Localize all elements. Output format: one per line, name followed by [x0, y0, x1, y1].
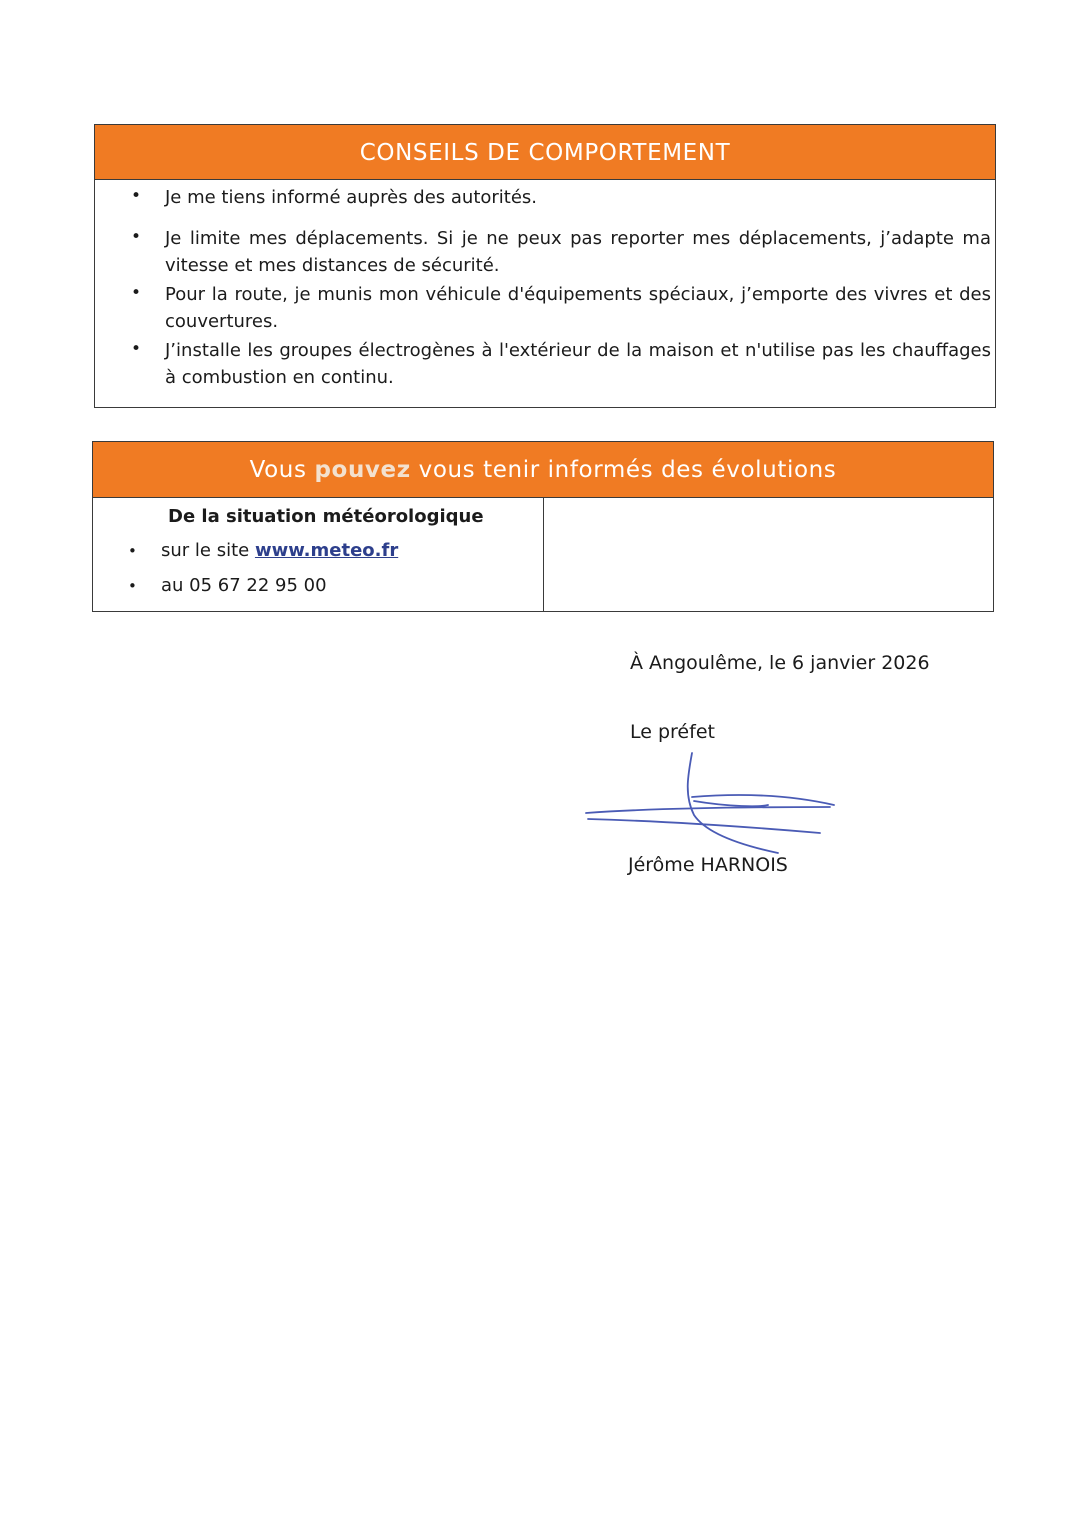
advice-text: J’installe les groupes électrogènes à l'extérieur de la maison et n'utilise pas les chauffages à combustion en continu.: [165, 340, 991, 388]
place-date: À Angoulême, le 6 janvier 2026: [630, 652, 930, 674]
phone-line: au 05 67 22 95 00: [161, 575, 327, 596]
behavior-advice-box: [94, 124, 996, 408]
title-part-2: vous tenir informés des évolutions: [410, 457, 837, 483]
signer-name: Jérôme HARNOIS: [628, 854, 788, 876]
advice-text: Je limite mes déplacements. Si je ne peux pas reporter mes déplacements, j’adapte ma vitesse et mes distances de sécurité.: [165, 228, 991, 276]
title-part-1: Vous: [249, 457, 315, 483]
signer-role: Le préfet: [630, 721, 715, 743]
bullet-icon: •: [131, 339, 142, 359]
weather-situation-heading: De la situation météorologique: [168, 506, 484, 527]
signature-stroke: [694, 801, 768, 806]
advice-text: Je me tiens informé auprès des autorités.: [165, 187, 538, 208]
meteo-link[interactable]: www.meteo.fr: [254, 540, 399, 561]
bullet-icon: •: [131, 227, 142, 247]
column-divider: [543, 497, 544, 611]
bullet-icon: •: [128, 577, 137, 595]
handwritten-signature: [580, 735, 850, 860]
website-line: [161, 540, 398, 561]
bullet-icon: •: [131, 283, 142, 303]
updates-info-title: [93, 442, 993, 498]
advice-text: Pour la route, je munis mon véhicule d'équipements spéciaux, j’emporte des vivres et des couvertures.: [165, 284, 991, 332]
bullet-icon: •: [131, 186, 142, 206]
bullet-icon: •: [128, 542, 137, 560]
title-highlight: pouvez: [314, 457, 411, 483]
website-prefix: sur le site: [161, 540, 255, 561]
updates-info-box: [92, 441, 994, 612]
behavior-advice-title: CONSEILS DE COMPORTEMENT: [95, 125, 995, 180]
signature-stroke: [586, 807, 830, 813]
